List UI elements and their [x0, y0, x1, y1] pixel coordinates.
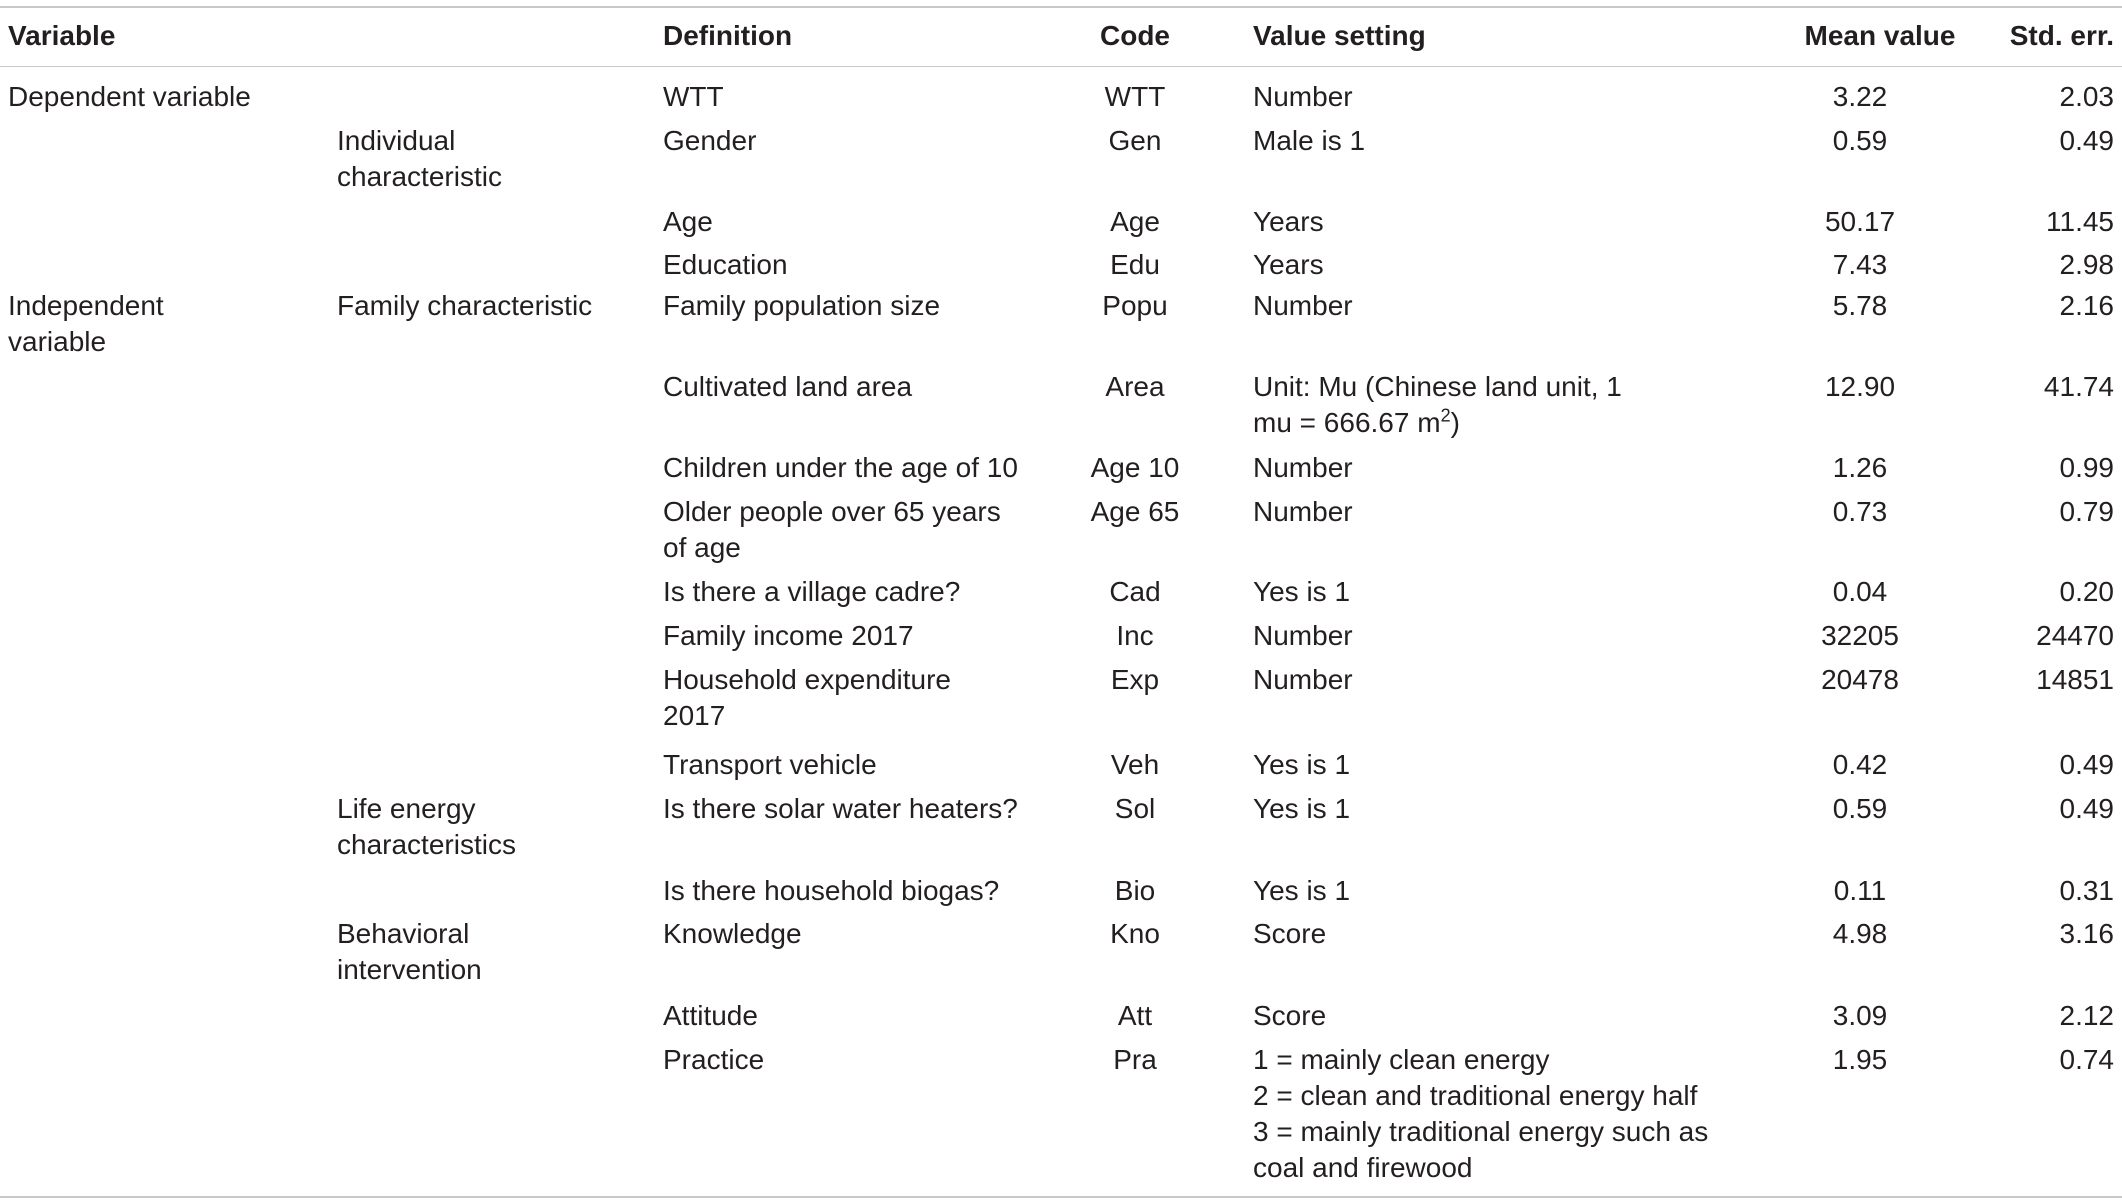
cell-code: Popu [1102, 290, 1168, 321]
cell-code: Kno [1110, 918, 1160, 949]
cell-std: 0.49 [2059, 793, 2114, 824]
cell-std: 2.16 [2059, 290, 2114, 321]
cell-std: 3.16 [2059, 918, 2114, 949]
cell-mean: 0.11 [1833, 875, 1887, 906]
cell-value-setting: Yes is 1 [1253, 875, 1351, 906]
cell-definition: Household expenditure [663, 664, 951, 695]
header-value-setting: Value setting [1253, 20, 1426, 51]
header-mean-value: Mean value [1804, 20, 1956, 51]
subgroup-individual-line1: Individual [337, 125, 456, 156]
group-independent-variable-line1: Independent [8, 290, 164, 321]
subgroup-behavioral-line2: intervention [337, 954, 482, 985]
superscript: 2 [1440, 405, 1451, 426]
cell-std: 0.20 [2059, 576, 2114, 607]
cell-std: 0.74 [2059, 1044, 2114, 1075]
cell-code: Exp [1110, 664, 1160, 695]
cell-definition: Attitude [663, 1000, 758, 1031]
value-text: ) [1450, 407, 1460, 438]
cell-definition: WTT [663, 81, 724, 112]
subgroup-behavioral-line1: Behavioral [337, 918, 470, 949]
cell-definition: Is there household biogas? [663, 875, 1000, 906]
subgroup-life-energy-line2: characteristics [337, 829, 516, 860]
cell-value-setting-line2: 2 = clean and traditional energy half [1253, 1080, 1698, 1111]
cell-code: WTT [1104, 81, 1166, 112]
cell-definition: Age [663, 206, 713, 237]
cell-value-setting: Yes is 1 [1253, 793, 1351, 824]
cell-code: Sol [1114, 793, 1156, 824]
cell-value-setting: Number [1253, 452, 1353, 483]
header-variable: Variable [8, 20, 116, 51]
cell-definition: Is there solar water heaters? [663, 793, 1018, 824]
cell-std: 11.45 [2046, 206, 2114, 237]
cell-mean: 1.26 [1832, 452, 1888, 483]
cell-definition: Knowledge [663, 918, 802, 949]
header-std-err: Std. err. [2009, 20, 2114, 51]
cell-value-setting: Score [1253, 918, 1327, 949]
cell-mean: 0.59 [1832, 793, 1888, 824]
cell-mean: 12.90 [1824, 371, 1896, 402]
cell-std: 2.12 [2059, 1000, 2114, 1031]
cell-definition: Is there a village cadre? [663, 576, 961, 607]
cell-code: Inc [1116, 620, 1154, 651]
cell-mean: 1.95 [1832, 1044, 1888, 1075]
cell-mean: 20478 [1821, 664, 1899, 695]
cell-value-setting: Yes is 1 [1253, 749, 1351, 780]
table-bottom-rule [0, 1196, 2122, 1198]
cell-value-setting: Years [1253, 206, 1324, 237]
cell-std: 2.98 [2059, 249, 2114, 280]
cell-std: 41.74 [2043, 371, 2114, 402]
cell-value-setting: Number [1253, 620, 1353, 651]
cell-code: Age 10 [1090, 452, 1180, 483]
cell-mean: 5.78 [1832, 290, 1888, 321]
header-code: Code [1100, 20, 1170, 51]
cell-value-setting: Yes is 1 [1253, 576, 1351, 607]
cell-mean: 50.17 [1824, 206, 1896, 237]
cell-code: Att [1117, 1000, 1153, 1031]
cell-value-setting-line2 [1253, 405, 1460, 441]
cell-code: Veh [1110, 749, 1160, 780]
cell-mean: 32205 [1821, 620, 1899, 651]
cell-code: Area [1105, 371, 1165, 402]
table-header-rule [0, 66, 2122, 67]
cell-definition: Children under the age of 10 [663, 452, 1018, 483]
cell-code: Age 65 [1090, 496, 1180, 527]
cell-definition: Family population size [663, 290, 941, 321]
cell-mean: 3.09 [1832, 1000, 1888, 1031]
cell-value-setting: Unit: Mu (Chinese land unit, 1 [1253, 371, 1622, 402]
cell-definition: Older people over 65 years [663, 496, 1001, 527]
cell-value-setting-line3: 3 = mainly traditional energy such as [1253, 1116, 1709, 1147]
subgroup-family: Family characteristic [337, 290, 593, 321]
cell-std: 24470 [2036, 620, 2114, 651]
cell-definition: Gender [663, 125, 757, 156]
cell-value-setting: Male is 1 [1253, 125, 1366, 156]
subgroup-life-energy-line1: Life energy [337, 793, 476, 824]
cell-code: Bio [1114, 875, 1156, 906]
cell-value-setting: Years [1253, 249, 1324, 280]
cell-value-setting: Number [1253, 664, 1353, 695]
cell-std: 0.49 [2059, 125, 2114, 156]
cell-std: 0.49 [2059, 749, 2114, 780]
cell-mean: 4.98 [1832, 918, 1888, 949]
header-definition: Definition [663, 20, 793, 51]
cell-std: 0.31 [2059, 875, 2114, 906]
cell-std: 14851 [2036, 664, 2114, 695]
cell-mean: 0.73 [1832, 496, 1888, 527]
cell-mean: 0.59 [1832, 125, 1888, 156]
cell-mean: 3.22 [1832, 81, 1888, 112]
cell-definition-line2: of age [663, 532, 741, 563]
cell-mean: 0.42 [1832, 749, 1888, 780]
group-independent-variable-line2: variable [8, 326, 107, 357]
value-text: mu = 666.67 m [1253, 407, 1441, 438]
cell-value-setting: Number [1253, 81, 1353, 112]
subgroup-individual-line2: characteristic [337, 161, 502, 192]
table-top-rule [0, 6, 2122, 8]
cell-std: 0.79 [2059, 496, 2114, 527]
cell-definition: Family income 2017 [663, 620, 914, 651]
cell-value-setting-line4: coal and firewood [1253, 1152, 1473, 1183]
group-dependent-variable: Dependent variable [8, 81, 251, 112]
cell-definition: Education [663, 249, 788, 280]
cell-code: Cad [1109, 576, 1161, 607]
cell-std: 0.99 [2059, 452, 2114, 483]
cell-definition: Practice [663, 1044, 765, 1075]
cell-code: Pra [1113, 1044, 1157, 1075]
cell-mean: 0.04 [1832, 576, 1888, 607]
cell-code: Edu [1110, 249, 1160, 280]
cell-definition-line2: 2017 [663, 700, 726, 731]
cell-mean: 7.43 [1832, 249, 1888, 280]
cell-code: Gen [1108, 125, 1162, 156]
cell-value-setting: Number [1253, 290, 1353, 321]
cell-value-setting: Number [1253, 496, 1353, 527]
cell-value-setting: Score [1253, 1000, 1327, 1031]
cell-definition: Cultivated land area [663, 371, 913, 402]
cell-code: Age [1110, 206, 1160, 237]
cell-value-setting: 1 = mainly clean energy [1253, 1044, 1550, 1075]
cell-definition: Transport vehicle [663, 749, 877, 780]
cell-std: 2.03 [2059, 81, 2114, 112]
